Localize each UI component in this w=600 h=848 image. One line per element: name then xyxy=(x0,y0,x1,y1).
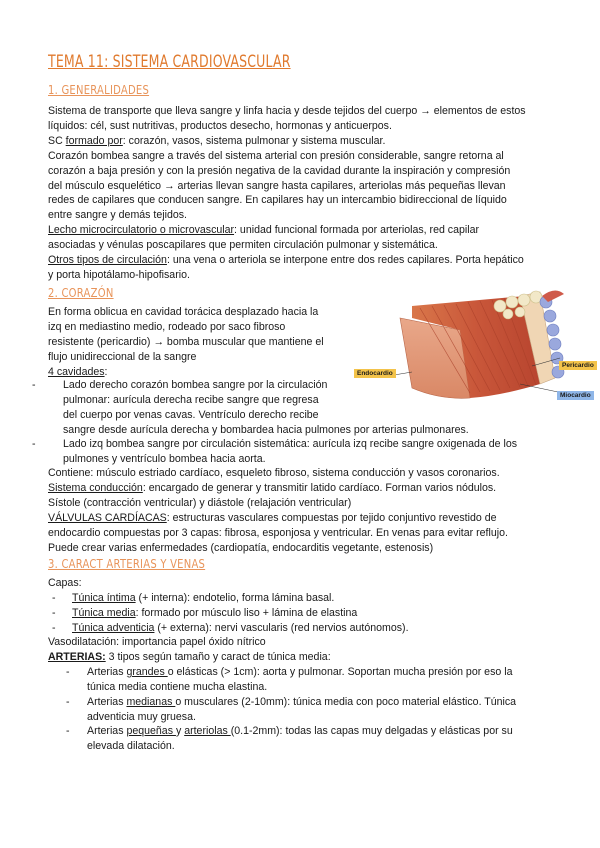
paragraph-line: Contiene: músculo estriado cardíaco, esqueleto fibroso, sistema conducción y vasos coronarios. xyxy=(48,467,500,479)
label-pericardio: Pericardio xyxy=(559,361,597,370)
paragraph-line: asociadas y vénulas poscapilares que permiten circulación pulmonar y sistemática. xyxy=(48,239,438,252)
bullet-line: Lado izq bombea sangre por circulación sistemática: aurícula izq recibe sangre oxigenada de los xyxy=(63,438,518,450)
section-heading-corazon: 2. CORAZÓN xyxy=(48,285,114,300)
page-title: TEMA 11: SISTEMA CARDIOVASCULAR xyxy=(48,52,291,72)
bullet-dash: - xyxy=(66,725,70,737)
bullet-line: Arterias grandes o elásticas (> 1cm): aorta y pulmonar. Soportan mucha presión por eso la xyxy=(87,666,513,678)
tunica-adventicia-line: Túnica adventicia (+ externa): nervi vascularis (red nervios autónomos). xyxy=(72,622,409,634)
tunica-media-line: Túnica media: formado por músculo liso + lámina de elastina xyxy=(72,607,358,619)
label-miocardio: Miocardio xyxy=(557,391,594,400)
bullet-line: del cuerpo por venas cavas. Ventrículo derecho recibe xyxy=(63,408,319,421)
otros-line: Otros tipos de circulación: una vena o arteriola se interpone entre dos redes capilares. Porta hepático xyxy=(48,254,524,267)
bullet-dash: - xyxy=(66,696,70,708)
arterias-line: ARTERIAS: 3 tipos según tamaño y caract de túnica media: xyxy=(48,651,331,663)
bullet-dash: - xyxy=(52,622,56,634)
arterias-medianas xyxy=(87,695,516,725)
paragraph-line: entre sangre y demás tejidos. xyxy=(48,209,187,222)
paragraph-line: Puede crear varias enfermedades (cardiopatía, endocarditis vegetante, estenosis) xyxy=(48,541,434,554)
bullet-dash: - xyxy=(32,379,36,391)
paragraph-line: En forma oblicua en cavidad torácica desplazado hacia la xyxy=(48,306,319,318)
arterias-grandes xyxy=(87,665,512,695)
paragraph-line: líquidos: cél, sust nutritivas, productos desecho, hormonas y anticuerpos. xyxy=(48,119,392,132)
paragraph-line: endocardio compuestas por 3 capas: fibrosa, esponjosa y ventricular. En venas para evitar reflujo. xyxy=(48,526,508,539)
cavidades-line: 4 cavidades: xyxy=(48,365,108,378)
paragraph-line: redes de capilares que conducen sangre. En capilares hay un intercambio bidireccional de líquido xyxy=(48,194,507,207)
bullet-dash: - xyxy=(66,666,70,678)
arterias-pequenas xyxy=(87,724,513,754)
vasodilatacion-line: Vasodilatación: importancia papel óxido nítrico xyxy=(48,636,266,648)
paragraph-line: del músculo esquelético → arterias llevan sangre hasta capilares, arteriolas más pequeñas llevan xyxy=(48,179,506,192)
bullet-lado-izq xyxy=(63,437,517,467)
paragraph-line: izq en mediastino medio, rodeado por saco fibroso xyxy=(48,320,286,333)
bullet-dash: - xyxy=(32,438,36,450)
bullet-line: pulmonar: aurícula derecha recibe sangre que regresa xyxy=(63,393,319,406)
paragraph-line: Sistema de transporte que lleva sangre y linfa hacia y desde tejidos del cuerpo → elementos de estos xyxy=(48,105,526,117)
section-generalidades-body xyxy=(48,104,526,283)
paragraph-line: Sístole (contracción ventricular) y diástole (relajación ventricular) xyxy=(48,496,352,509)
bullet-line: elevada dilatación. xyxy=(87,739,175,752)
paragraph-line: flujo unidireccional de la sangre xyxy=(48,350,197,363)
paragraph-line: Corazón bombea sangre a través del sistema arterial con presión considerable, sangre retorna al xyxy=(48,149,504,162)
bullet-line: Lado derecho corazón bombea sangre por la circulación xyxy=(63,379,328,391)
lecho-line: Lecho microcirculatorio o microvascular: unidad funcional formada por arteriolas, red capilar xyxy=(48,224,480,237)
valvulas-line: VÁLVULAS CARDÍACAS: estructuras vasculares compuestas por tejido conjuntivo revestido de xyxy=(48,511,497,524)
section-corazon-intro xyxy=(48,305,324,380)
bullet-line: Arterias medianas o musculares (2-10mm): túnica media con poco material elástico. Túnica xyxy=(87,696,517,708)
bullet-line: sangre desde aurícula derecha y bombardea hacia pulmones por arterias pulmonares. xyxy=(63,423,469,436)
bullet-line: túnica media contiene mucha elastina. xyxy=(87,680,268,693)
bullet-line: pulmones y ventrículo bombea hacia aorta. xyxy=(63,452,266,465)
label-endocardio: Endocardio xyxy=(354,369,396,378)
bullet-dash: - xyxy=(52,607,56,619)
paragraph-line: corazón a baja presión y con la presión negativa de la cavidad durante la inspiración y compresión xyxy=(48,164,511,177)
section-corazon-body xyxy=(48,466,508,555)
capas-label: Capas: xyxy=(48,577,82,589)
bullet-line: Arterias pequeñas y arteriolas (0.1-2mm): todas las capas muy delgadas y elásticas por su xyxy=(87,725,513,737)
paragraph-line: resistente (pericardio) → bomba muscular que mantiene el xyxy=(48,335,324,348)
section-heading-arterias-venas: 3. CARACT ARTERIAS Y VENAS xyxy=(48,556,206,571)
bullet-lado-derecho xyxy=(63,378,469,438)
paragraph-line: y porta hipotálamo-hipofisario. xyxy=(48,268,190,281)
conduccion-line: Sistema conducción: encargado de generar y transmitir latido cardíaco. Forman varios nódulos. xyxy=(48,481,497,494)
section-heading-generalidades: 1. GENERALIDADES xyxy=(48,82,150,97)
bullet-line: adventicia muy gruesa. xyxy=(87,710,196,723)
tunica-intima-line: Túnica íntima (+ interna): endotelio, forma lámina basal. xyxy=(72,592,335,604)
bullet-dash: - xyxy=(52,592,56,604)
sc-line: SC formado por: corazón, vasos, sistema pulmonar y sistema muscular. xyxy=(48,134,386,147)
